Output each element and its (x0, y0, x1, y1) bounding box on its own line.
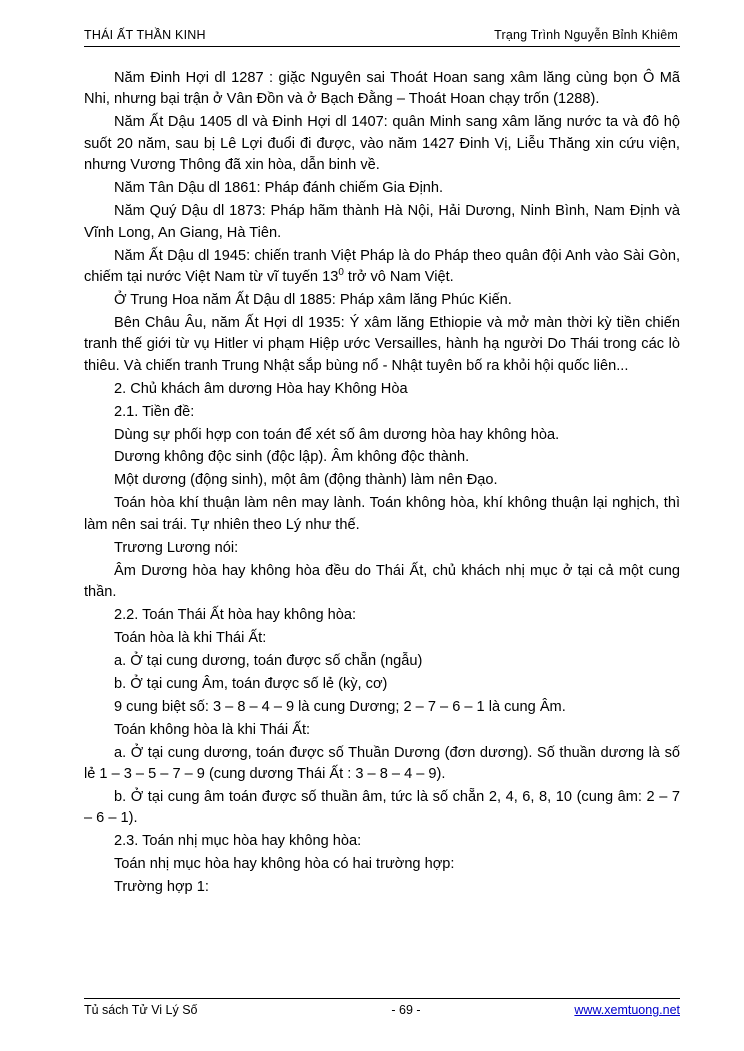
body-paragraph: 2.2. Toán Thái Ất hòa hay không hòa: (114, 607, 357, 623)
body-paragraph: Dùng sự phối hợp con toán để xét số âm dương hòa hay không hòa. (114, 426, 560, 443)
body-paragraph: Toán hòa là khi Thái Ất: (114, 629, 267, 646)
body-paragraph: 2.3. Toán nhị mục hòa hay không hòa: (114, 833, 362, 850)
body-paragraph: Dương không độc sinh (độc lập). Âm không độc thành. (114, 449, 470, 466)
body-paragraph: Âm Dương hòa hay không hòa đều do Thái Ất, chủ khách nhị mục ở tại cả một cung thần. (84, 562, 680, 601)
header-book-title: THÁI ẤT THẦN KINH (84, 28, 206, 42)
body-paragraph: Bên Châu Âu, năm Ất Hợi dl 1935: Ý xâm lăng Ethiopie và mở màn thời kỳ tiền chiến tranh thế giới từ vụ Hitler vi phạm Hiệp ước Versailles, hành hạ người Do Thái trong các lò thiêu. Và chiến tranh Trung Nhật sắp bùng nổ - Nhật tuyên bố ra khỏi hội quốc liên... (84, 314, 680, 374)
body-paragraph: Trường hợp 1: (114, 879, 209, 896)
body-paragraph: b. Ở tại cung Âm, toán được số lẻ (kỳ, cơ) (114, 675, 388, 692)
header-author: Trạng Trình Nguyễn Bỉnh Khiêm (494, 28, 678, 42)
body-paragraph: 2. Chủ khách âm dương Hòa hay Không Hòa (114, 380, 408, 397)
footer-publisher: Tủ sách Tử Vi Lý Số (84, 1003, 198, 1017)
body-paragraph: b. Ở tại cung âm toán được số thuần âm, tức là số chẵn 2, 4, 6, 8, 10 (cung âm: 2 – 7 – 6 – 1). (84, 789, 680, 827)
body-paragraph: 9 cung biệt số: 3 – 8 – 4 – 9 là cung Dương; 2 – 7 – 6 – 1 là cung Âm. (114, 698, 566, 715)
body-paragraph: a. Ở tại cung dương, toán được số Thuần Dương (đơn dương). Số thuần dương là số lẻ 1 – 3 – 5 – 7 – 9 (cung dương Thái Ất : 3 – 8 – 4 – 9). (84, 744, 680, 783)
body-paragraph: Năm Ất Dậu dl 1945: chiến tranh Việt Pháp là do Pháp theo quân đội Anh vào Sài Gòn, chiếm tại nước Việt Nam từ vĩ tuyến $13^0$ trở vô Nam Việt. (84, 247, 680, 285)
body-paragraph: 2.1. Tiền đề: (114, 403, 195, 420)
body-paragraph: a. Ở tại cung dương, toán được số chẵn (ngẫu) (114, 652, 423, 669)
footer-divider (84, 998, 680, 999)
body-paragraph: Toán nhị mục hòa hay không hòa có hai trường hợp: (114, 856, 455, 873)
body-paragraph: Năm Đinh Hợi dl 1287 : giặc Nguyên sai Thoát Hoan sang xâm lăng cùng bọn Ô Mã Nhi, nhưng bại trận ở Vân Đồn và ở Bạch Đằng – Thoát Hoan chạy trốn (1288). (84, 70, 680, 108)
superscript-degree: 0 (338, 267, 344, 279)
document-body (84, 68, 680, 899)
body-paragraph: Toán hòa khí thuận làm nên may lành. Toán không hòa, khí không thuận lại nghịch, thì làm nên sai trái. Tự nhiên theo Lý như thế. (84, 495, 680, 533)
body-paragraph: Toán không hòa là khi Thái Ất: (114, 721, 311, 738)
footer-page-number: - 69 - (391, 1003, 421, 1017)
header-divider (84, 46, 680, 47)
body-paragraph: Ở Trung Hoa năm Ất Dậu dl 1885: Pháp xâm lăng Phúc Kiến. (114, 291, 512, 308)
body-paragraph: Một dương (động sinh), một âm (động thành) làm nên Đạo. (114, 472, 498, 489)
body-paragraph: Năm Quý Dậu dl 1873: Pháp hãm thành Hà Nội, Hải Dương, Ninh Bình, Nam Định và Vĩnh Long, An Giang, Hà Tiên. (84, 203, 680, 241)
body-paragraph: Năm Tân Dậu dl 1861: Pháp đánh chiếm Gia Định. (114, 180, 444, 197)
page-header (84, 28, 680, 45)
footer-website[interactable] (574, 1003, 680, 1017)
body-paragraph: Trương Lương nói: (114, 539, 239, 556)
page-footer (84, 998, 680, 1017)
footer-website-link[interactable]: www.xemtuong.net (574, 1003, 680, 1017)
body-paragraph: Năm Ất Dậu 1405 dl và Đinh Hợi dl 1407: quân Minh sang xâm lăng nước ta và đô hộ suốt 20 năm, sau bị Lê Lợi đuổi đi được, vào năm 1427 Đinh Vị, Liễu Thăng xin cứu viện, nhưng Vương Thông đã xin hòa, dẫn binh về. (84, 114, 680, 174)
